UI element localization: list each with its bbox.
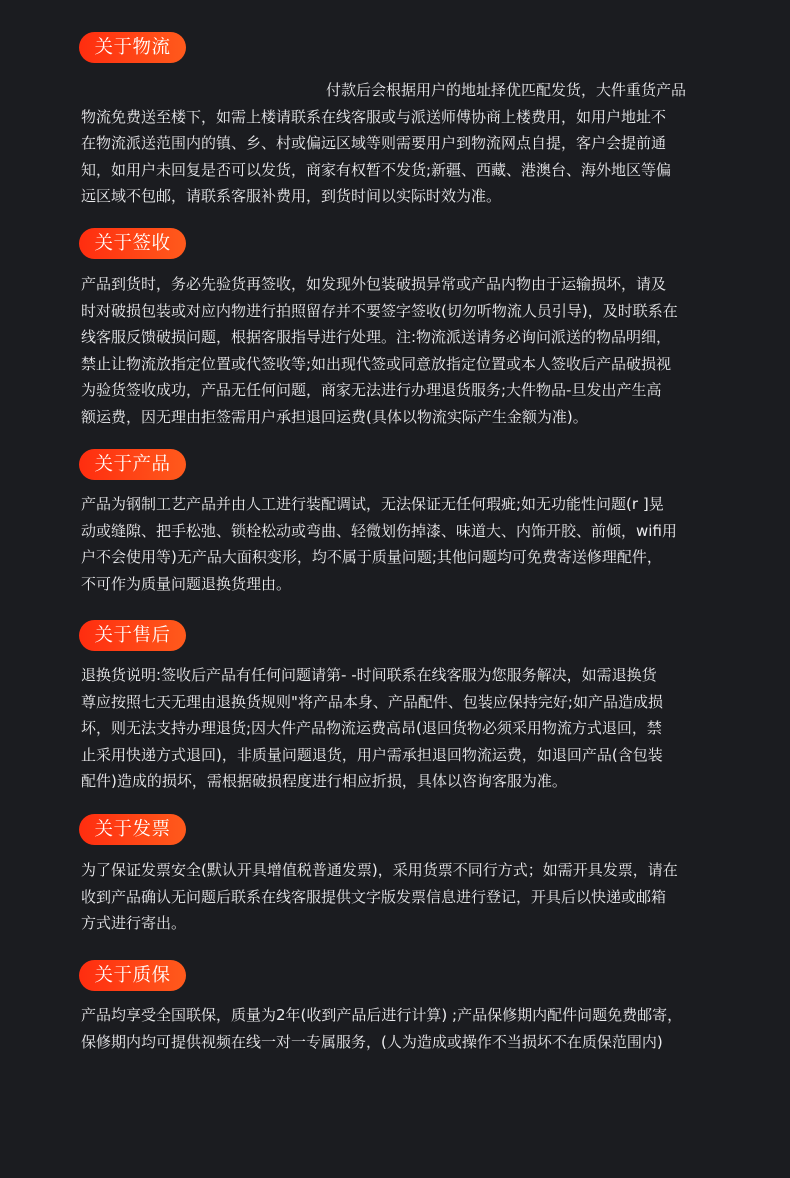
text-line: 线客服反馈破损问题，根据客服指导进行处理。注:物流派送请务必询问派送的物品明细， [81, 328, 672, 347]
section-title-logistics: 关于物流 [79, 32, 186, 63]
text-line: 退换货说明:签收后产品有任何问题请第- -时间联系在线客服为您服务解决，如需退换货 [81, 666, 657, 684]
text-line: 禁止让物流放指定位置或代签收等;如出现代签或同意放指定位置或本人签收后产品破损视 [81, 354, 672, 373]
section-body-signing [81, 271, 727, 431]
text-line: 动或缝隙、把手松弛、锁栓松动或弯曲、轻微划伤掉漆、味道大、内饰开胶、前倾，wifi用 [81, 521, 677, 540]
section-title-signing: 关于签收 [79, 228, 186, 259]
section-body-after-sales [81, 662, 727, 795]
text-line: 额运费，因无理由拒签需用户承担退回运费(具体以物流实际产生金额为准)。 [81, 407, 588, 426]
text-line: 户不会使用等)无产品大面积变形，均不属于质量问题;其他问题均可免费寄送修理配件， [81, 548, 662, 567]
text-line: 付款后会根据用户的地址择优匹配发货，大件重货产品 [326, 81, 687, 99]
text-line: 物流免费送至楼下，如需上楼请联系在线客服或与派送师傅协商上楼费用，如用户地址不 [81, 107, 667, 126]
text-line: 为了保证发票安全(默认开具增值税普通发票)，采用货票不同行方式；如需开具发票，请在 [81, 861, 678, 879]
text-line: 远区域不包邮，请联系客服补费用，到货时间以实际时效为准。 [81, 187, 502, 206]
text-line: 止采用快递方式退回)，非质量问题退货，用户需承担退回物流运费，如退回产品(含包装 [81, 745, 663, 764]
text-line: 为验货签收成功，产品无任何问题，商家无法进行办理退货服务;大件物品-旦发出产生高 [81, 381, 662, 400]
section-body-logistics [81, 77, 727, 210]
text-line: 产品到货时，务必先验货再签收，如发现外包装破损异常或产品内物由于运输损坏，请及 [81, 275, 667, 293]
text-line: 坏，则无法支持办理退货;因大件产品物流运费高昂(退回货物必须采用物流方式退回，禁 [81, 719, 662, 738]
text-line: 时对破损包装或对应内物进行拍照留存并不要签字签收(切勿听物流人员引导)，及时联系在 [81, 301, 678, 320]
section-body-invoice [81, 857, 727, 937]
section-title-warranty: 关于质保 [79, 960, 186, 991]
text-line: 产品均享受全国联保，质量为2年(收到产品后进行计算) ;产品保修期内配件问题免费邮寄， [81, 1006, 683, 1024]
text-line: 保修期内均可提供视频在线一对一专属服务，(人为造成或操作不当损坏不在质保范围内) [81, 1032, 663, 1051]
section-title-product: 关于产品 [79, 449, 186, 480]
section-body-product [81, 491, 727, 597]
text-line: 收到产品确认无问题后联系在线客服提供文字版发票信息进行登记，开具后以快递或邮箱 [81, 887, 667, 906]
text-line: 不可作为质量问题退换货理由。 [81, 574, 292, 593]
text-line: 在物流派送范围内的镇、乡、村或偏远区域等则需要用户到物流网点自提，客户会提前通 [81, 134, 667, 153]
section-body-warranty [81, 1002, 727, 1055]
section-title-invoice: 关于发票 [79, 814, 186, 845]
text-line: 配件)造成的损坏，需根据破损程度进行相应折损，具体以咨询客服为准。 [81, 772, 567, 791]
text-line: 产品为钢制工艺产品并由人工进行装配调试，无法保证无任何瑕疵;如无功能性问题(r ]晃 [81, 495, 664, 513]
text-line: 知，如用户未回复是否可以发货，商家有权暂不发货;新疆、西藏、港澳台、海外地区等偏 [81, 160, 672, 179]
text-line: 尊应按照七天无理由退换货规则"将产品本身、产品配件、包装应保持完好;如产品造成损 [81, 692, 663, 711]
section-title-after-sales: 关于售后 [79, 620, 186, 651]
text-line: 方式进行寄出。 [81, 914, 187, 933]
